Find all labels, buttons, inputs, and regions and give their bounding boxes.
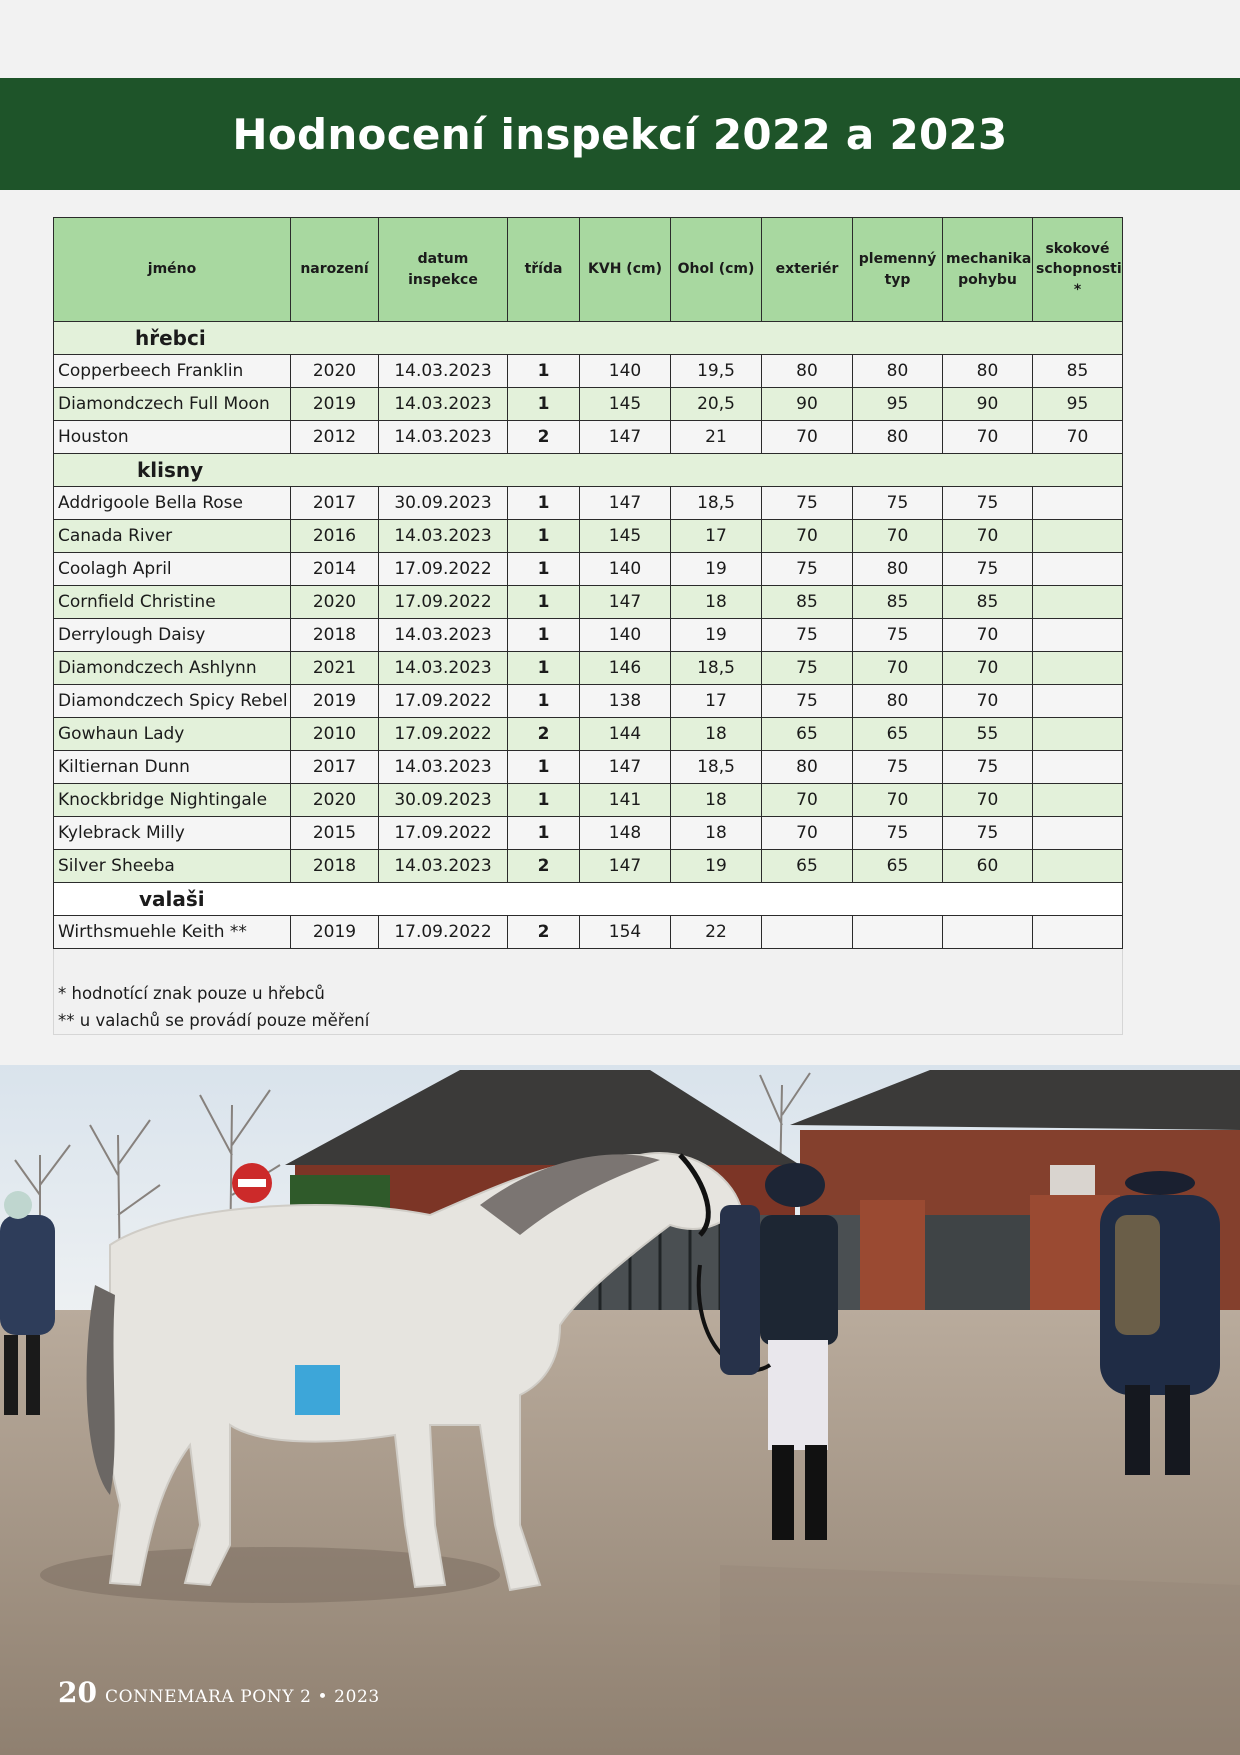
cell-kvh: 144: [580, 718, 671, 751]
cell-mech: 75: [943, 487, 1033, 520]
cell-skok: [1033, 817, 1123, 850]
cell-ohol: 17: [671, 685, 762, 718]
cell-mech: 70: [943, 520, 1033, 553]
cell-trida: 1: [508, 586, 580, 619]
cell-birth: 2014: [291, 553, 379, 586]
cell-mech: 85: [943, 586, 1033, 619]
cell-kvh: 140: [580, 619, 671, 652]
cell-typ: 75: [853, 487, 943, 520]
cell-trida: 1: [508, 388, 580, 421]
group-label-cell: [54, 883, 1123, 916]
header-cannon: Ohol (cm): [671, 218, 762, 322]
cell-name: Derrylough Daisy: [54, 619, 291, 652]
cell-trida: 1: [508, 685, 580, 718]
table-row: [54, 850, 1123, 883]
group-label-cell: [54, 454, 1123, 487]
cell-ext: 75: [762, 685, 853, 718]
cell-mech: 75: [943, 751, 1033, 784]
cell-date: 14.03.2023: [379, 421, 508, 454]
cell-kvh: 154: [580, 916, 671, 949]
cell-ext: 80: [762, 355, 853, 388]
cell-date: 17.09.2022: [379, 817, 508, 850]
cell-ext: 65: [762, 718, 853, 751]
group-label: hřebci: [135, 326, 206, 350]
cell-date: 14.03.2023: [379, 652, 508, 685]
cell-skok: 70: [1033, 421, 1123, 454]
group-label: valaši: [139, 887, 205, 911]
cell-ext: 75: [762, 487, 853, 520]
cell-ohol: 18: [671, 586, 762, 619]
cell-ext: 80: [762, 751, 853, 784]
header-movement: mechanika pohybu: [943, 218, 1033, 322]
cell-typ: 65: [853, 718, 943, 751]
cell-ohol: 19,5: [671, 355, 762, 388]
cell-birth: 2017: [291, 487, 379, 520]
cell-mech: 55: [943, 718, 1033, 751]
header-class: třída: [508, 218, 580, 322]
title-banner: [0, 78, 1240, 190]
table-header-row: [54, 218, 1123, 322]
header-birth: narození: [291, 218, 379, 322]
cell-skok: 95: [1033, 388, 1123, 421]
cell-mech: 70: [943, 685, 1033, 718]
cell-mech: 75: [943, 553, 1033, 586]
page-footer: [58, 1676, 380, 1709]
cell-birth: 2020: [291, 586, 379, 619]
cell-name: Diamondczech Ashlynn: [54, 652, 291, 685]
cell-birth: 2021: [291, 652, 379, 685]
cell-typ: 70: [853, 520, 943, 553]
page-title: Hodnocení inspekcí 2022 a 2023: [232, 109, 1008, 159]
cell-name: Kylebrack Milly: [54, 817, 291, 850]
note-stallions: * hodnotící znak pouze u hřebců: [58, 984, 325, 1003]
cell-ohol: 18: [671, 784, 762, 817]
cell-trida: 2: [508, 850, 580, 883]
header-name: jméno: [54, 218, 291, 322]
table-row: [54, 355, 1123, 388]
cell-birth: 2018: [291, 850, 379, 883]
cell-kvh: 147: [580, 850, 671, 883]
cell-birth: 2020: [291, 784, 379, 817]
cell-mech: 75: [943, 817, 1033, 850]
table-row: [54, 388, 1123, 421]
cell-date: 14.03.2023: [379, 388, 508, 421]
cell-name: Canada River: [54, 520, 291, 553]
table-row: [54, 916, 1123, 949]
cell-kvh: 145: [580, 388, 671, 421]
cell-date: 30.09.2023: [379, 487, 508, 520]
table-row: [54, 751, 1123, 784]
cell-date: 17.09.2022: [379, 916, 508, 949]
cell-trida: 2: [508, 916, 580, 949]
group-label: klisny: [137, 458, 204, 482]
header-inspection-date: datum inspekce: [379, 218, 508, 322]
cell-name: Wirthsmuehle Keith **: [54, 916, 291, 949]
table-row: [54, 619, 1123, 652]
magazine-name: CONNEMARA PONY 2 • 2023: [104, 1687, 380, 1707]
cell-birth: 2019: [291, 685, 379, 718]
cell-date: 17.09.2022: [379, 586, 508, 619]
cell-name: Copperbeech Franklin: [54, 355, 291, 388]
cell-ohol: 19: [671, 850, 762, 883]
cell-name: Cornfield Christine: [54, 586, 291, 619]
cell-skok: [1033, 487, 1123, 520]
cell-kvh: 147: [580, 487, 671, 520]
cell-typ: 75: [853, 751, 943, 784]
cell-ohol: 20,5: [671, 388, 762, 421]
cell-skok: [1033, 850, 1123, 883]
cell-skok: [1033, 619, 1123, 652]
cell-kvh: 145: [580, 520, 671, 553]
table-row: [54, 685, 1123, 718]
cell-ohol: 18: [671, 817, 762, 850]
cell-ohol: 22: [671, 916, 762, 949]
cell-typ: 80: [853, 355, 943, 388]
header-height: KVH (cm): [580, 218, 671, 322]
cell-kvh: 146: [580, 652, 671, 685]
inspection-table: [53, 217, 1123, 949]
cell-ext: 70: [762, 817, 853, 850]
cell-typ: [853, 916, 943, 949]
cell-ext: 75: [762, 652, 853, 685]
cell-typ: 80: [853, 421, 943, 454]
cell-date: 17.09.2022: [379, 685, 508, 718]
cell-ext: 70: [762, 520, 853, 553]
cell-name: Addrigoole Bella Rose: [54, 487, 291, 520]
cell-kvh: 147: [580, 751, 671, 784]
cell-mech: 60: [943, 850, 1033, 883]
cell-birth: 2015: [291, 817, 379, 850]
cell-ext: 90: [762, 388, 853, 421]
cell-mech: 70: [943, 421, 1033, 454]
cell-name: Kiltiernan Dunn: [54, 751, 291, 784]
table-row: [54, 784, 1123, 817]
cell-kvh: 147: [580, 586, 671, 619]
cell-typ: 70: [853, 784, 943, 817]
cell-ext: 75: [762, 553, 853, 586]
cell-mech: 70: [943, 619, 1033, 652]
cell-mech: 70: [943, 784, 1033, 817]
cell-date: 30.09.2023: [379, 784, 508, 817]
table-notes: [58, 980, 369, 1034]
cell-kvh: 138: [580, 685, 671, 718]
table-row: [54, 421, 1123, 454]
group-label-cell: [54, 322, 1123, 355]
cell-trida: 1: [508, 487, 580, 520]
cell-ohol: 18,5: [671, 652, 762, 685]
cell-ohol: 19: [671, 553, 762, 586]
cell-ext: 70: [762, 784, 853, 817]
cell-typ: 70: [853, 652, 943, 685]
cell-date: 14.03.2023: [379, 355, 508, 388]
cell-mech: 90: [943, 388, 1033, 421]
cell-name: Coolagh April: [54, 553, 291, 586]
table-body: [54, 322, 1123, 949]
cell-skok: 85: [1033, 355, 1123, 388]
table-row: [54, 586, 1123, 619]
cell-birth: 2010: [291, 718, 379, 751]
table-row: [54, 652, 1123, 685]
cell-date: 14.03.2023: [379, 520, 508, 553]
cell-ohol: 17: [671, 520, 762, 553]
cell-birth: 2016: [291, 520, 379, 553]
cell-mech: 70: [943, 652, 1033, 685]
cell-skok: [1033, 652, 1123, 685]
cell-name: Diamondczech Spicy Rebel: [54, 685, 291, 718]
cell-skok: [1033, 685, 1123, 718]
page-number: 20: [58, 1676, 97, 1709]
cell-skok: [1033, 718, 1123, 751]
cell-date: 14.03.2023: [379, 850, 508, 883]
cell-trida: 1: [508, 817, 580, 850]
table-row: [54, 817, 1123, 850]
cell-ext: 85: [762, 586, 853, 619]
cell-ext: [762, 916, 853, 949]
cell-birth: 2018: [291, 619, 379, 652]
cell-ext: 70: [762, 421, 853, 454]
cell-skok: [1033, 916, 1123, 949]
cell-typ: 80: [853, 553, 943, 586]
note-geldings: ** u valachů se provádí pouze měření: [58, 1011, 370, 1030]
cell-kvh: 148: [580, 817, 671, 850]
table-row: [54, 718, 1123, 751]
cell-typ: 95: [853, 388, 943, 421]
cell-date: 17.09.2022: [379, 718, 508, 751]
cell-skok: [1033, 751, 1123, 784]
cell-name: Knockbridge Nightingale: [54, 784, 291, 817]
cell-skok: [1033, 586, 1123, 619]
cell-name: Gowhaun Lady: [54, 718, 291, 751]
cell-ohol: 18,5: [671, 487, 762, 520]
header-conformation: exteriér: [762, 218, 853, 322]
cell-kvh: 147: [580, 421, 671, 454]
header-jumping: skokové schopnosti *: [1033, 218, 1123, 322]
group-row: [54, 322, 1123, 355]
cell-birth: 2020: [291, 355, 379, 388]
cell-mech: [943, 916, 1033, 949]
cell-trida: 2: [508, 421, 580, 454]
table-row: [54, 520, 1123, 553]
cell-trida: 1: [508, 784, 580, 817]
cell-typ: 75: [853, 817, 943, 850]
table-row: [54, 553, 1123, 586]
cell-kvh: 140: [580, 355, 671, 388]
cell-birth: 2017: [291, 751, 379, 784]
cell-trida: 1: [508, 652, 580, 685]
cell-kvh: 140: [580, 553, 671, 586]
cell-date: 14.03.2023: [379, 751, 508, 784]
cell-date: 17.09.2022: [379, 553, 508, 586]
cell-kvh: 141: [580, 784, 671, 817]
cell-typ: 80: [853, 685, 943, 718]
cell-trida: 1: [508, 751, 580, 784]
cell-ohol: 21: [671, 421, 762, 454]
table-row: [54, 487, 1123, 520]
cell-trida: 1: [508, 520, 580, 553]
cell-skok: [1033, 520, 1123, 553]
cell-birth: 2012: [291, 421, 379, 454]
cell-birth: 2019: [291, 916, 379, 949]
cell-ohol: 18: [671, 718, 762, 751]
cell-birth: 2019: [291, 388, 379, 421]
group-row: [54, 454, 1123, 487]
cell-ohol: 19: [671, 619, 762, 652]
header-breed-type: plemenný typ: [853, 218, 943, 322]
cell-mech: 80: [943, 355, 1033, 388]
cell-date: 14.03.2023: [379, 619, 508, 652]
cell-skok: [1033, 784, 1123, 817]
cell-ext: 65: [762, 850, 853, 883]
cell-ext: 75: [762, 619, 853, 652]
inspection-photo: [0, 1065, 1240, 1755]
cell-typ: 75: [853, 619, 943, 652]
cell-name: Houston: [54, 421, 291, 454]
cell-ohol: 18,5: [671, 751, 762, 784]
cell-trida: 1: [508, 553, 580, 586]
cell-typ: 85: [853, 586, 943, 619]
cell-trida: 1: [508, 619, 580, 652]
cell-name: Diamondczech Full Moon: [54, 388, 291, 421]
cell-name: Silver Sheeba: [54, 850, 291, 883]
cell-skok: [1033, 553, 1123, 586]
group-row: [54, 883, 1123, 916]
cell-typ: 65: [853, 850, 943, 883]
cell-trida: 2: [508, 718, 580, 751]
cell-trida: 1: [508, 355, 580, 388]
